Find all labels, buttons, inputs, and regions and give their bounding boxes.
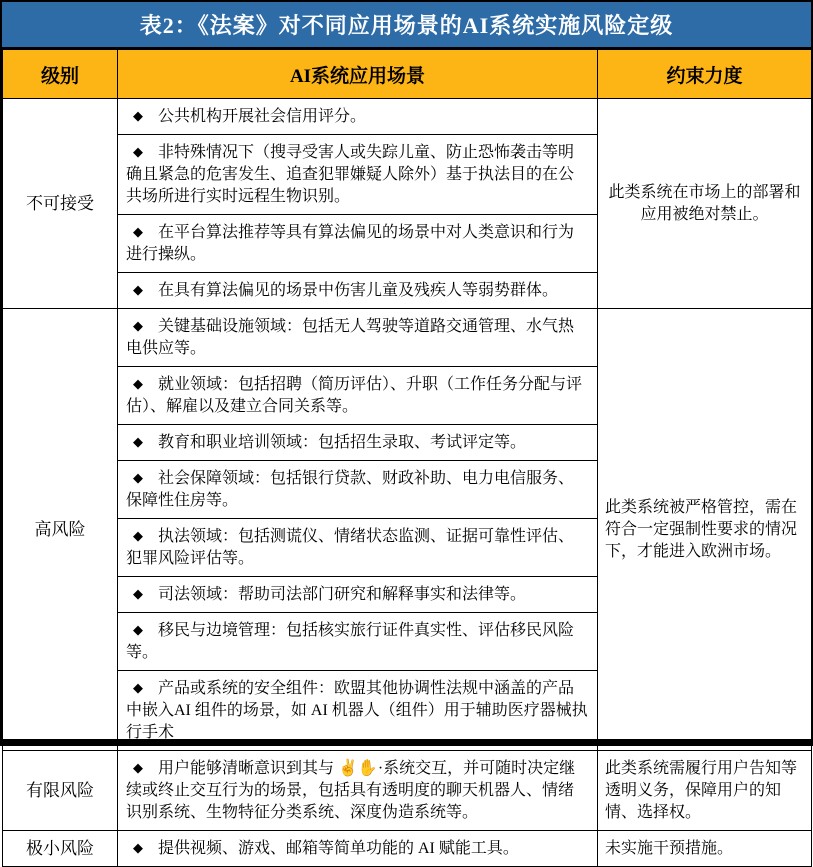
scenario-cell [118, 273, 598, 309]
scenario-text: 在具有算法偏见的场景中伤害儿童及残疾人等弱势群体。 [158, 282, 559, 299]
scenario-cell [118, 215, 598, 273]
table-row [3, 99, 812, 135]
risk-level-cell: 高风险 [3, 309, 118, 751]
diamond-bullet-icon: ◆ [133, 108, 143, 123]
diamond-bullet-icon: ◆ [133, 282, 143, 297]
diamond-bullet-icon: ◆ [133, 528, 143, 543]
diamond-bullet-icon: ◆ [133, 318, 143, 333]
diamond-bullet-icon: ◆ [133, 680, 143, 695]
diamond-bullet-icon: ◆ [133, 376, 143, 391]
scenario-text: 移民与边境管理：包括核实旅行证件真实性、评估移民风险等。 [126, 622, 575, 661]
constraint-cell: 未实施干预措施。 [598, 831, 812, 867]
diamond-bullet-icon: ◆ [133, 840, 143, 855]
risk-table [2, 49, 812, 867]
scenario-cell [118, 577, 598, 613]
header-level: 级别 [3, 50, 118, 99]
scenario-cell [118, 613, 598, 671]
scenario-text: 在平台算法推荐等具有算法偏见的场景中对人类意识和行为进行操纵。 [126, 224, 575, 263]
diamond-bullet-icon: ◆ [133, 470, 143, 485]
risk-level-cell: 有限风险 [3, 751, 118, 831]
table-body [3, 99, 812, 867]
diamond-bullet-icon: ◆ [133, 144, 143, 159]
header-scenario: AI系统应用场景 [118, 50, 598, 99]
scenario-cell [118, 135, 598, 215]
scenario-text: 公共机构开展社会信用评分。 [158, 108, 367, 125]
table-title: 表2：《法案》对不同应用场景的AI系统实施风险定级 [2, 2, 811, 49]
risk-level-cell: 极小风险 [3, 831, 118, 867]
constraint-cell: 此类系统在市场上的部署和应用被绝对禁止。 [598, 99, 812, 309]
scenario-cell [118, 425, 598, 461]
scenario-text: 社会保障领域：包括银行贷款、财政补助、电力电信服务、保障性住房等。 [126, 470, 575, 509]
scenario-cell [118, 519, 598, 577]
scenario-text: 关键基础设施领域：包括无人驾驶等道路交通管理、水气热电供应等。 [126, 318, 575, 357]
table-row [3, 309, 812, 367]
scenario-cell [118, 751, 598, 831]
diamond-bullet-icon: ◆ [133, 760, 143, 775]
constraint-cell: 此类系统需履行用户告知等透明义务，保障用户的知情、选择权。 [598, 751, 812, 831]
scenario-cell [118, 461, 598, 519]
table-row [3, 751, 812, 831]
scenario-cell [118, 99, 598, 135]
scenario-text: 教育和职业培训领域：包括招生录取、考试评定等。 [158, 434, 527, 451]
risk-level-cell: 不可接受 [3, 99, 118, 309]
header-constraint: 约束力度 [598, 50, 812, 99]
scenario-text: 非特殊情况下（搜寻受害人或失踪儿童、防止恐怖袭击等明确且紧急的危害发生、追查犯罪嫌疑人除外）基于执法目的在公共场所进行实时远程生物识别。 [126, 144, 575, 205]
diamond-bullet-icon: ◆ [133, 586, 143, 601]
scenario-cell [118, 671, 598, 751]
scenario-text: 执法领域：包括测谎仪、情绪状态监测、证据可靠性评估、犯罪风险评估等。 [126, 528, 575, 567]
scenario-text: 就业领域：包括招聘（简历评估）、升职（工作任务分配与评估）、解雇以及建立合同关系等。 [126, 376, 583, 415]
scenario-cell [118, 831, 598, 867]
diamond-bullet-icon: ◆ [133, 224, 143, 239]
scenario-cell [118, 367, 598, 425]
table-row [3, 831, 812, 867]
diamond-bullet-icon: ◆ [133, 434, 143, 449]
scenario-text: 司法领域：帮助司法部门研究和解释事实和法律等。 [158, 586, 527, 603]
scenario-cell [118, 309, 598, 367]
scenario-text: 产品或系统的安全组件：欧盟其他协调性法规中涵盖的产品中嵌入AI 组件的场景，如 AI 机器人（组件）用于辅助医疗器械执行手术 [126, 680, 588, 741]
scenario-text: 提供视频、游戏、邮箱等简单功能的 AI 赋能工具。 [158, 840, 519, 857]
constraint-cell: 此类系统被严格管控，需在符合一定强制性要求的情况下，才能进入欧洲市场。 [598, 309, 812, 751]
table-header-row [3, 50, 812, 99]
diamond-bullet-icon: ◆ [133, 622, 143, 637]
scenario-text: 用户能够清晰意识到其与 ✌✋·系统交互，并可随时决定继续或终止交互行为的场景，包括具有透明度的聊天机器人、情绪识别系统、生物特征分类系统、深度伪造系统等。 [126, 760, 576, 821]
